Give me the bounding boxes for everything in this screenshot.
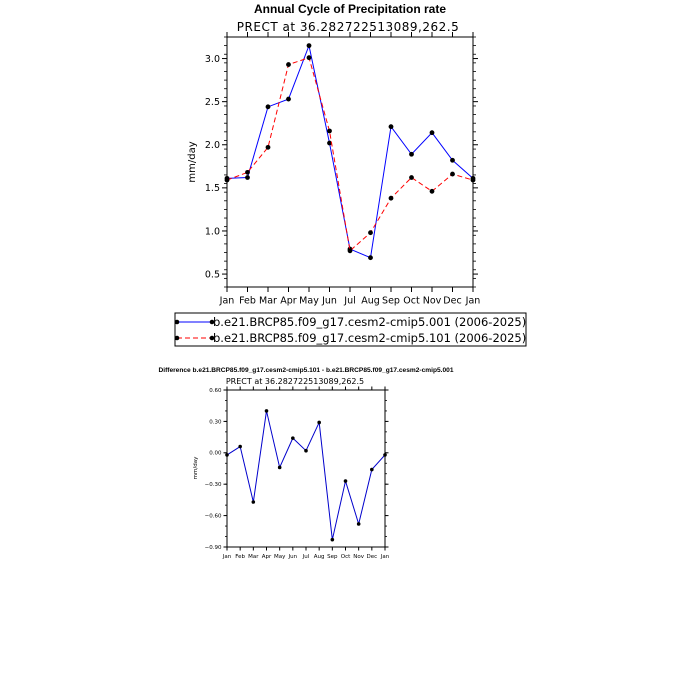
chart1-series-line-1 [227,58,473,251]
chart2-xtick-label: Mar [248,554,259,560]
chart1-xtick-label: Feb [239,295,256,307]
chart2-title: Difference b.e21.BRCP85.f09_g17.cesm2-cmip5.101 - b.e21.BRCP85.f09_g17.cesm2-cmip5.001 [158,367,454,374]
chart2-ytick-label: 0.30 [209,419,222,426]
legend-entry-series-101 [175,331,527,345]
difference-chart [158,367,453,560]
legend-marker-series-001 [175,320,180,325]
chart1-xtick-label: May [299,295,319,307]
chart2-ytick-label: 0.60 [209,387,222,394]
chart1-xtick-label: Apr [280,295,297,307]
chart2-xtick-label: Aug [313,554,325,560]
chart1-series-0-point [286,97,291,102]
chart2-series-0-point [370,468,374,472]
chart1-xtick-label: Oct [403,295,420,307]
chart1-series-1-point [450,172,455,177]
chart1-series-0-point [389,124,394,129]
chart1-ytick-label: 1.0 [204,226,220,238]
chart1-series-1-point [368,230,373,235]
chart2-series-0-point [238,445,242,449]
chart2-series-0-point [291,436,295,440]
chart2-xtick-label: Apr [261,554,272,560]
chart1-xtick-label: Sep [382,295,400,307]
chart2-xtick-label: Nov [353,554,365,560]
chart1-series-0-point [307,43,312,48]
chart2-series-0-point [344,479,348,483]
chart1-series-1-point [245,170,250,175]
chart1-ytick-label: 1.5 [204,183,220,195]
chart1-xtick-label: Jan [219,295,235,307]
chart1-series-0-point [368,255,373,260]
chart2-xtick-label: May [273,554,286,560]
chart2-xtick-label: Jun [288,554,298,560]
legend-label-series-001: b.e21.BRCP85.f09_g17.cesm2-cmip5.001 (2006-2025) [213,315,527,329]
chart2-y-axis-label: mm/day [193,456,199,480]
legend-marker-series-101 [175,336,180,341]
chart1-xtick-label: Aug [361,295,380,307]
chart2-series-0-point [265,409,269,413]
chart1-series-1-point [266,145,271,150]
annual-cycle-chart [187,2,480,307]
chart1-ytick-label: 2.0 [204,140,220,152]
chart2-series-0-point [357,522,361,526]
chart2-subtitle: PRECT at 36.282722513089,262.5 [225,377,365,386]
legend-entry-series-001 [175,315,527,329]
chart2-plot-frame [227,390,385,547]
chart2-xtick-label: Feb [235,554,246,560]
chart2-series-0-point [225,453,229,457]
chart2-series-0-point [252,500,256,504]
chart1-series-1-point [286,62,291,67]
chart2-xtick-label: Jan [222,554,232,560]
chart1-series-0-point [266,104,271,109]
legend-label-series-101: b.e21.BRCP85.f09_g17.cesm2-cmip5.101 (2006-2025) [213,331,527,345]
chart2-xtick-label: Oct [340,554,351,560]
chart1-xtick-label: Mar [259,295,277,307]
chart2-series-0-point [331,538,335,542]
chart1-title: Annual Cycle of Precipitation rate [253,2,447,16]
chart2-xtick-label: Dec [366,554,378,560]
chart1-series-1-point [225,178,230,183]
chart1-xtick-label: Dec [443,295,462,307]
chart1-xtick-label: Jan [465,295,481,307]
chart1-ytick-label: 3.0 [204,53,220,65]
chart2-ytick-label: −0.60 [204,513,222,520]
chart1-series-1-point [430,189,435,194]
chart1-y-axis-label: mm/day [187,141,198,183]
chart1-series-1-point [409,175,414,180]
chart2-xtick-label: Jul [302,554,310,560]
chart1-series-0-point [245,175,250,180]
chart1-series-0-point [430,130,435,135]
chart2-ytick-label: −0.90 [204,544,222,551]
chart1-series-1-point [307,55,312,60]
chart1-subtitle: PRECT at 36.282722513089,262.5 [236,20,460,34]
chart2-series-0-point [317,421,321,425]
chart1-legend [175,313,527,346]
chart1-series-1-point [471,178,476,183]
chart2-series-0-point [383,453,387,457]
chart1-series-1-point [327,129,332,134]
chart2-ytick-label: −0.30 [204,482,222,489]
chart2-xtick-label: Jan [380,554,390,560]
chart1-ytick-label: 0.5 [204,269,220,281]
chart1-series-1-point [389,196,394,201]
chart1-xtick-label: Jul [344,295,356,307]
chart1-series-0-point [409,152,414,157]
chart2-xtick-label: Sep [327,554,338,560]
chart2-series-0-point [304,449,308,453]
chart1-xtick-label: Jun [322,295,337,307]
chart2-ytick-label: 0.00 [209,450,222,457]
chart1-series-0-point [450,158,455,163]
chart1-xtick-label: Nov [422,295,442,307]
chart2-series-line-0 [227,411,385,540]
chart1-series-1-point [348,248,353,253]
chart1-ytick-label: 2.5 [204,96,220,108]
chart2-series-0-point [278,466,282,470]
